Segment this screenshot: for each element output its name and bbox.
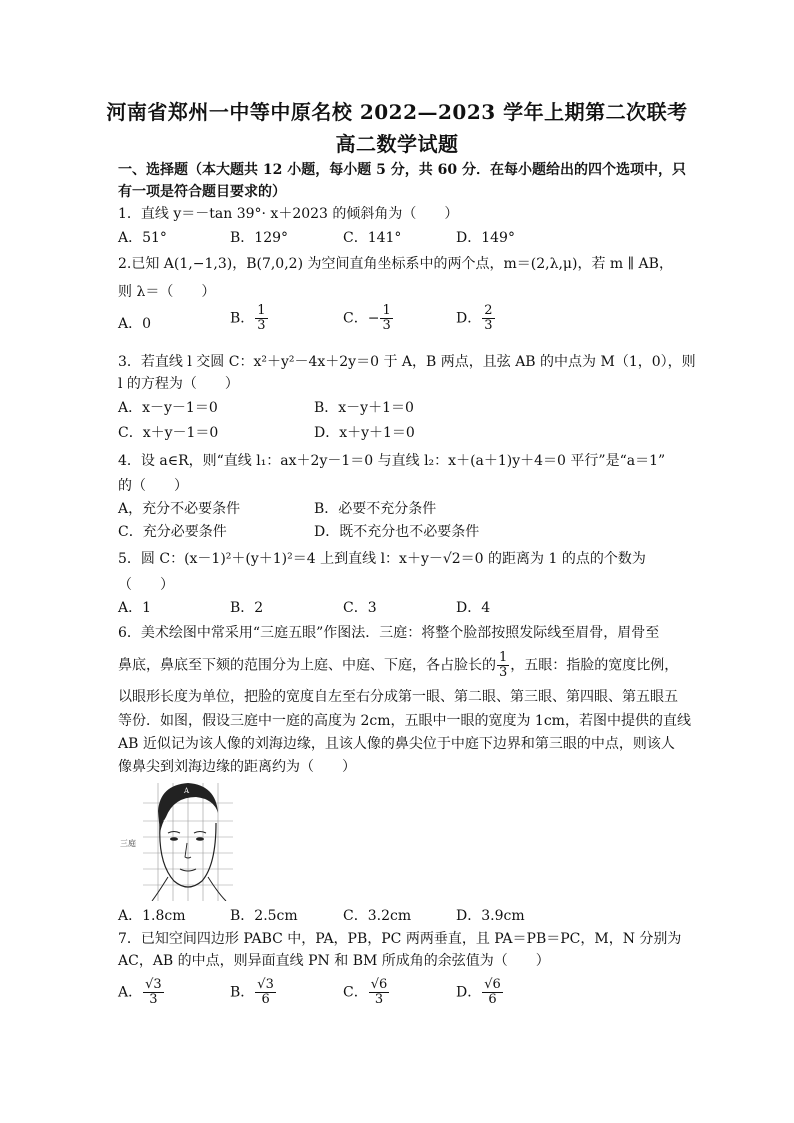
q3-option-c: C．x＋y－1＝0 bbox=[118, 425, 219, 441]
q1-option-b: B．129° bbox=[230, 230, 289, 246]
q7-option-c-fraction bbox=[369, 978, 390, 1007]
q2-option-d bbox=[456, 304, 496, 333]
figure-label-santing: 三庭 bbox=[120, 839, 136, 848]
q4-option-d: D．既不充分也不必要条件 bbox=[314, 524, 480, 540]
q2-option-d-label: D． bbox=[456, 310, 482, 327]
q2-option-c-num: 1 bbox=[382, 303, 391, 318]
q7-stem-cont: AC，AB 的中点，则异面直线 PN 和 BM 所成角的余弦值为（ ） bbox=[118, 953, 550, 969]
q4-option-b: B．必要不充分条件 bbox=[314, 501, 437, 517]
q2-option-c-fraction bbox=[380, 304, 392, 333]
figure-label-b: B bbox=[163, 820, 169, 828]
q7-option-b-den: 6 bbox=[261, 992, 270, 1007]
q2-option-c-den: 3 bbox=[382, 318, 391, 333]
q6-stem-line4: 等份．如图，假设三庭中一庭的高度为 2cm，五眼中一眼的宽度为 1cm，若图中提供的直线 bbox=[118, 713, 691, 729]
exam-subtitle: 高二数学试题 bbox=[335, 132, 459, 156]
q6-fraction-den: 3 bbox=[499, 665, 508, 680]
q6-option-b: B．2.5cm bbox=[230, 908, 298, 924]
q6-one-third-fraction bbox=[497, 651, 509, 680]
q2-option-a bbox=[118, 314, 151, 334]
q2-stem-cont: 则 λ＝（ ） bbox=[118, 284, 216, 300]
q2-option-d-den: 3 bbox=[484, 318, 493, 333]
q6-option-a: A．1.8cm bbox=[118, 908, 186, 924]
q3-stem: 3．若直线 l 交圆 C：x²＋y²－4x＋2y＝0 于 A，B 两点，且弦 AB 的中点为 M（1，0），则 bbox=[118, 354, 696, 370]
q7-option-c bbox=[343, 978, 390, 1007]
q1-stem: 1．直线 y＝－tan 39°· x＋2023 的倾斜角为（ ） bbox=[118, 206, 459, 222]
q6-stem-line6: 像鼻尖到刘海边缘的距离约为（ ） bbox=[118, 759, 356, 775]
q5-option-a: A．1 bbox=[118, 600, 152, 616]
q2-option-c-label: C． bbox=[343, 310, 368, 327]
q2-option-c-sign: − bbox=[367, 310, 380, 327]
q6-stem-line5: AB 近似记为该人像的刘海边缘，且该人像的鼻尖位于中庭下边界和第三眼的中点，则该人 bbox=[118, 736, 675, 752]
q2-option-a-text: 0 bbox=[142, 316, 152, 332]
q2-option-d-num: 2 bbox=[484, 303, 493, 318]
section-heading-cont: 有一项是符合题目要求的） bbox=[118, 184, 286, 200]
q5-option-c: C．3 bbox=[343, 600, 377, 616]
q7-option-a-fraction bbox=[143, 978, 164, 1007]
q6-fraction-num: 1 bbox=[499, 650, 508, 665]
q6-option-d: D．3.9cm bbox=[456, 908, 525, 924]
q3-option-d: D．x＋y＋1＝0 bbox=[314, 425, 415, 441]
q7-option-d bbox=[456, 978, 504, 1007]
q7-option-a bbox=[118, 978, 165, 1007]
q6-stem-line2-a: 鼻底，鼻底至下颏的范围分为上庭、中庭、下庭，各占脸长的 bbox=[118, 657, 496, 674]
q7-option-c-den: 3 bbox=[374, 992, 384, 1007]
q7-option-d-label: D． bbox=[456, 984, 482, 1001]
q4-option-c: C．充分必要条件 bbox=[118, 524, 227, 540]
q2-option-b-num: 1 bbox=[257, 303, 266, 318]
q7-option-c-num: √6 bbox=[370, 977, 388, 992]
section-heading: 一、选择题（本大题共 12 小题，每小题 5 分，共 60 分．在每小题给出的四个选项中，只 bbox=[118, 162, 686, 178]
q7-option-d-den: 6 bbox=[488, 992, 497, 1007]
q2-option-c bbox=[343, 304, 394, 333]
q5-stem-cont: （ ） bbox=[118, 577, 174, 593]
q6-stem-line2 bbox=[118, 651, 678, 680]
q4-stem: 4．设 a∈R，则“直线 l₁：ax＋2y－1＝0 与直线 l₂：x＋(a＋1)y＋4＝0 平行”是“a＝1” bbox=[118, 453, 666, 469]
q7-option-d-fraction bbox=[482, 978, 503, 1007]
q2-option-b bbox=[230, 304, 269, 333]
exam-title: 河南省郑州一中等中原名校 2022—2023 学年上期第二次联考 bbox=[106, 100, 688, 124]
q5-stem: 5．圆 C：(x－1)²＋(y＋1)²＝4 上到直线 l：x＋y－√2＝0 的距离为 1 的点的个数为 bbox=[118, 551, 646, 567]
q7-option-d-num: √6 bbox=[484, 977, 501, 992]
q5-option-d: D．4 bbox=[456, 600, 491, 616]
face-proportion-figure bbox=[118, 773, 238, 901]
q2-option-b-label: B． bbox=[230, 310, 255, 327]
q5-option-b: B．2 bbox=[230, 600, 264, 616]
q7-stem: 7．已知空间四边形 PABC 中，PA，PB，PC 两两垂直，且 PA＝PB＝PC，M，N 分别为 bbox=[118, 931, 682, 947]
figure-label-a: A bbox=[184, 787, 190, 795]
q7-option-c-label: C． bbox=[343, 984, 368, 1001]
q1-option-c: C．141° bbox=[343, 230, 402, 246]
q1-option-d: D．149° bbox=[456, 230, 515, 246]
q6-stem-line2-b: ，五眼：指脸的宽度比例， bbox=[510, 657, 679, 674]
q4-option-a: A，充分不必要条件 bbox=[118, 501, 241, 517]
q3-option-a: A．x－y－1＝0 bbox=[118, 400, 218, 416]
q1-option-a: A．51° bbox=[118, 230, 167, 246]
q2-stem: 2.已知 A(1,−1,3)，B(7,0,2) 为空间直角坐标系中的两个点，m＝(2,λ,μ)，若 m ∥ AB， bbox=[118, 256, 673, 272]
q7-option-a-label: A． bbox=[118, 984, 143, 1001]
q7-option-b-label: B． bbox=[230, 984, 255, 1001]
q2-option-b-fraction bbox=[255, 304, 267, 333]
q2-option-d-fraction bbox=[482, 304, 494, 333]
q2-option-b-den: 3 bbox=[257, 318, 266, 333]
q3-stem-cont: l 的方程为（ ） bbox=[118, 376, 239, 392]
q4-stem-cont: 的（ ） bbox=[118, 478, 188, 494]
q6-option-c: C．3.2cm bbox=[343, 908, 412, 924]
q7-option-b-fraction bbox=[255, 978, 276, 1007]
q2-option-a-label: A． bbox=[118, 316, 143, 332]
q7-option-a-num: √3 bbox=[145, 977, 162, 992]
q3-option-b: B．x－y＋1＝0 bbox=[314, 400, 414, 416]
q6-stem-line3: 以眼形长度为单位，把脸的宽度自左至右分成第一眼、第二眼、第三眼、第四眼、第五眼五 bbox=[118, 689, 678, 705]
q7-option-b bbox=[230, 978, 277, 1007]
q6-stem-line1: 6．美术绘图中常采用“三庭五眼”作图法．三庭：将整个脸部按照发际线至眉骨，眉骨至 bbox=[118, 625, 660, 641]
q7-option-a-den: 3 bbox=[149, 992, 158, 1007]
q7-option-b-num: √3 bbox=[257, 977, 274, 992]
